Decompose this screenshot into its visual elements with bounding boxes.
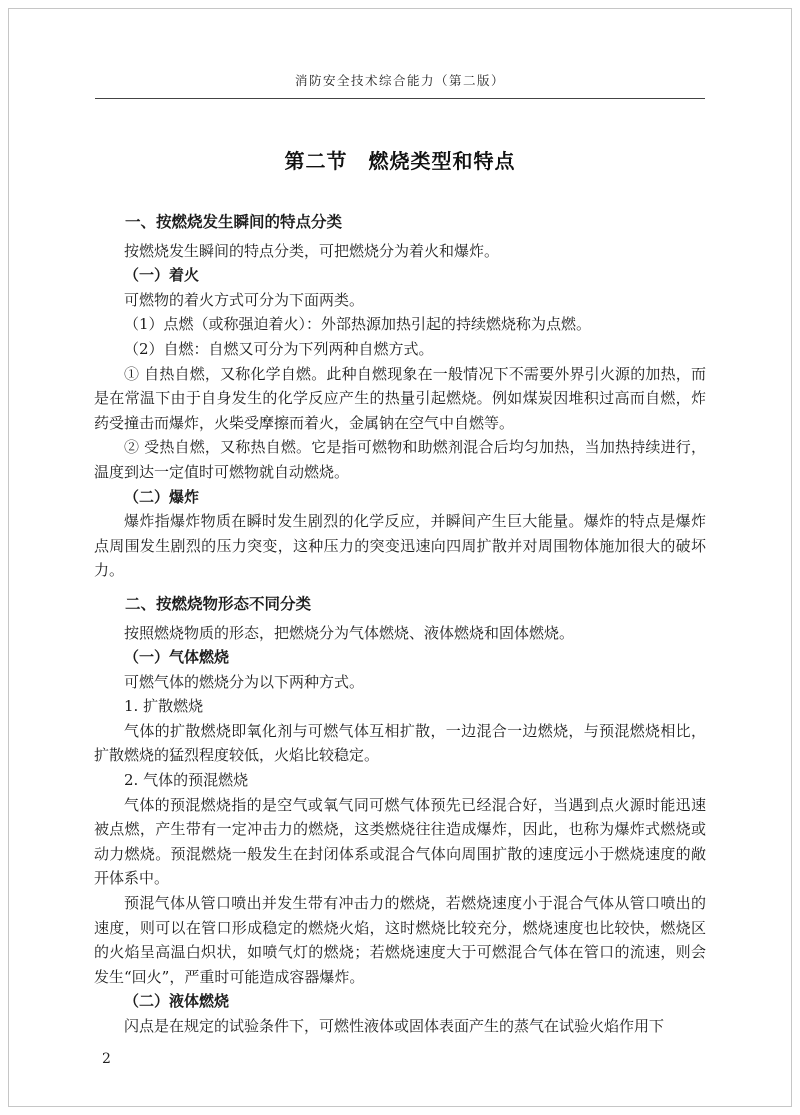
paragraph: （2）自燃：自燃又可分为下列两种自燃方式。 — [124, 339, 434, 358]
paragraph: 可燃气体的燃烧分为以下两种方式。 — [124, 672, 365, 691]
numbered-item: 1. 扩散燃烧 — [124, 697, 204, 716]
paragraph: 气体的预混燃烧指的是空气或氧气同可燃气体预先已经混合好，当遇到点火源时能迅速被点燃，产生带有一定冲击力的燃烧，这类燃烧往往造成爆炸，因此，也称为爆炸式燃烧或动力燃烧。预混燃烧一般发生在封闭体系或混合气体向周围扩散的速度远小于燃烧速度的敞开体系中。 — [94, 795, 706, 888]
header-rule — [95, 98, 705, 99]
sub-heading: （二）爆炸 — [124, 487, 200, 506]
paragraph: ② 受热自燃，又称热自燃。它是指可燃物和助燃剂混合后均匀加热，当加热持续进行，温度到达一定值时可燃物就自动燃烧。 — [94, 438, 706, 481]
paragraph: 气体的扩散燃烧即氧化剂与可燃气体互相扩散，一边混合一边燃烧，与预混燃烧相比，扩散燃烧的猛烈程度较低，火焰比较稳定。 — [94, 721, 706, 765]
paragraph: 按照燃烧物质的形态，把燃烧分为气体燃烧、液体燃烧和固体燃烧。 — [124, 623, 575, 642]
numbered-item: 2. 气体的预混燃烧 — [124, 771, 249, 790]
body-text — [94, 210, 706, 1039]
paragraph: 闪点是在规定的试验条件下，可燃性液体或固体表面产生的蒸气在试验火焰作用下 — [124, 1017, 665, 1035]
running-header: 消防安全技术综合能力（第二版） — [294, 73, 505, 88]
paragraph: 可燃物的着火方式可分为下面两类。 — [124, 290, 365, 309]
paragraph: ① 自热自燃，又称化学自燃。此种自燃现象在一般情况下不需要外界引火源的加热，而是在常温下由于自身发生的化学反应产生的热量引起燃烧。例如煤炭因堆积过高而自燃，炸药受撞击而爆炸，火柴受摩擦而着火，金属钠在空气中自燃等。 — [94, 364, 706, 432]
paragraph: 预混气体从管口喷出并发生带有冲击力的燃烧，若燃烧速度小于混合气体从管口喷出的速度，则可以在管口形成稳定的燃烧火焰，这时燃烧比较充分，燃烧速度也比较快，燃烧区的火焰呈高温白炽状，如喷气灯的燃烧；若燃烧速度大于可燃混合气体在管口的流速，则会发生“回火”，严重时可能造成容器爆炸。 — [94, 894, 706, 986]
section-title: 第二节 燃烧类型和特点 — [284, 149, 516, 173]
paragraph: 爆炸指爆炸物质在瞬时发生剧烈的化学反应，并瞬间产生巨大能量。爆炸的特点是爆炸点周围发生剧烈的压力突变，这种压力的突变迅速向四周扩散并对周围物体施加很大的破坏力。 — [94, 512, 706, 580]
sub-heading: （一）气体燃烧 — [124, 648, 230, 667]
paragraph: 按燃烧发生瞬间的特点分类，可把燃烧分为着火和爆炸。 — [124, 241, 500, 260]
section-heading: 一、按燃烧发生瞬间的特点分类 — [125, 212, 343, 231]
page-number: 2 — [102, 1050, 111, 1067]
sub-heading: （二）液体燃烧 — [124, 992, 230, 1011]
paragraph: （1）点燃（或称强迫着火）：外部热源加热引起的持续燃烧称为点燃。 — [124, 315, 592, 334]
sub-heading: （一）着火 — [124, 266, 200, 285]
section-heading: 二、按燃烧物形态不同分类 — [125, 593, 312, 613]
